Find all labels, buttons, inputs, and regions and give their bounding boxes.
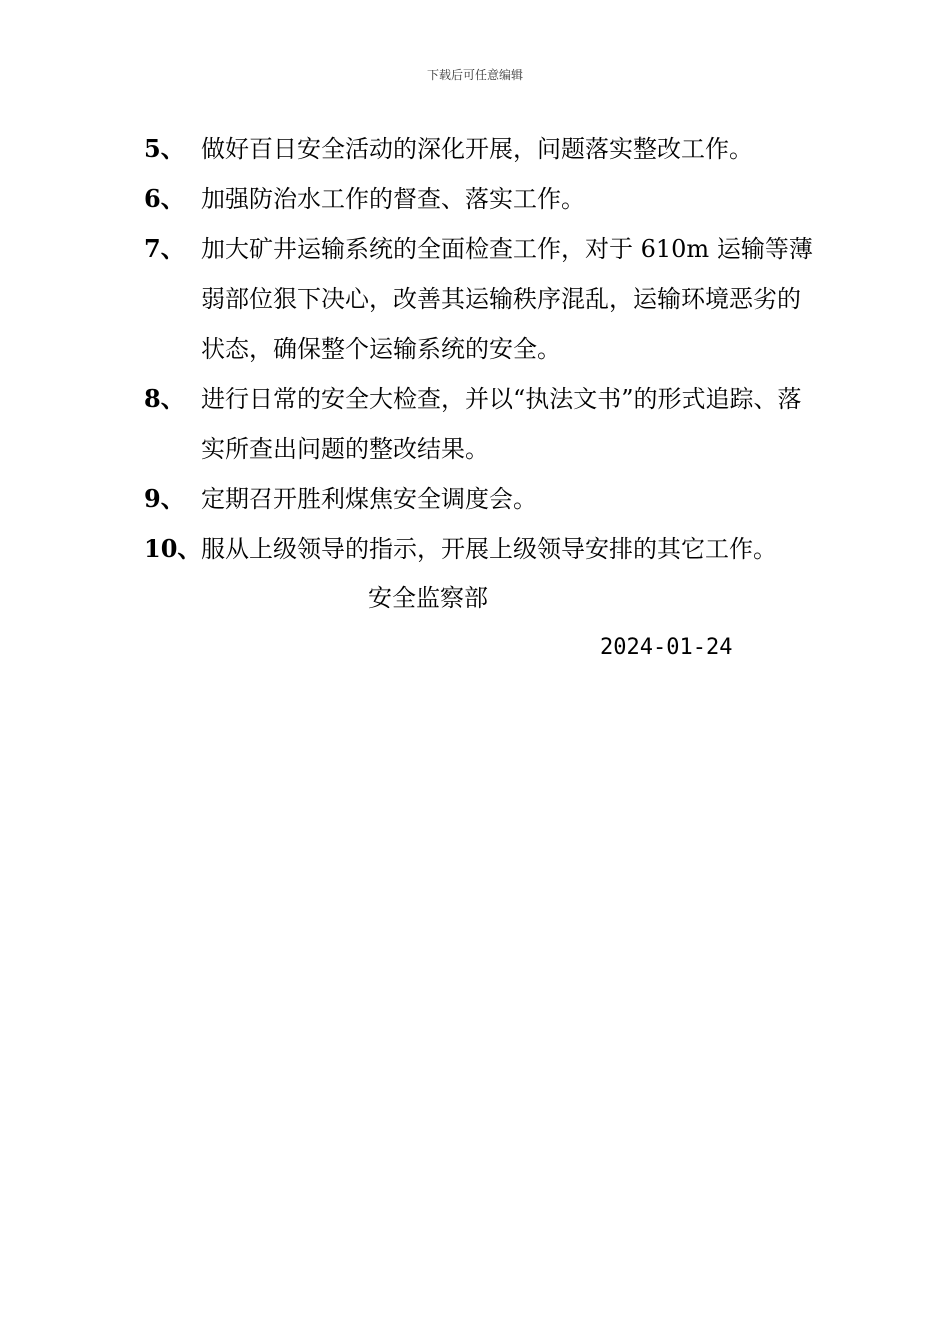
item-number: 9、: [144, 484, 185, 513]
item-text: 做好百日安全活动的深化开展，问题落实整改工作。: [201, 135, 753, 163]
item-number: 7、: [144, 234, 185, 263]
item-number: 10、: [144, 534, 202, 563]
item-number: 6、: [144, 184, 185, 213]
signer-department: 安全监察部: [368, 584, 488, 612]
item-text: 加大矿井运输系统的全面检查工作，对于 610m 运输等薄弱部位狠下决心，改善其运输秩序混乱，运输环境恶劣的状态，确保整个运输系统的安全。: [201, 235, 813, 363]
item-number: 5、: [144, 134, 185, 163]
item-number: 8、: [144, 384, 185, 413]
list-item: [144, 374, 814, 474]
list-item: [144, 124, 814, 174]
item-text: 加强防治水工作的督查、落实工作。: [201, 185, 585, 213]
list-item: [144, 524, 814, 574]
list-item: [144, 174, 814, 224]
item-text: 进行日常的安全大检查，并以“执法文书”的形式追踪、落实所查出问题的整改结果。: [201, 385, 802, 463]
list-item: [144, 474, 814, 524]
task-list: [144, 124, 814, 574]
header-note: 下载后可任意编辑: [426, 68, 523, 82]
item-text: 定期召开胜利煤焦安全调度会。: [201, 485, 537, 513]
document-date: 2024-01-24: [600, 635, 733, 660]
list-item: [144, 224, 814, 374]
item-text: 服从上级领导的指示，开展上级领导安排的其它工作。: [201, 535, 777, 563]
